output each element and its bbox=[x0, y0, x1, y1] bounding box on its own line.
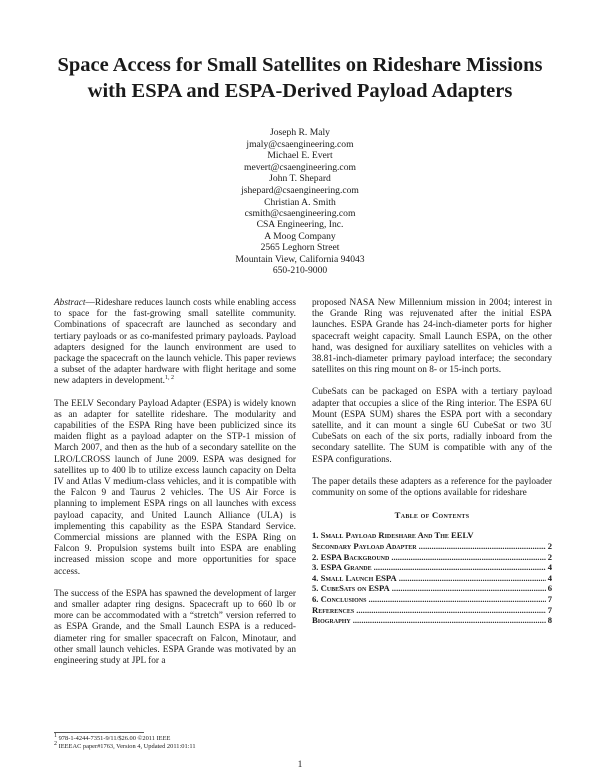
body-paragraph: proposed NASA New Millennium mission in 2004; interest in the Grande Ring was rejuvenated after the initial ESPA launches. ESPA Grande has 24-inch-diameter ports for higher spacecraft weight capacity. Small Launch ESPA, on the other hand, was designed for auxiliary satellites on vehicles with a 38.81-inch-diameter primary payload interface; the secondary satellites on this ring mount on 8- or 15-inch ports. bbox=[312, 298, 552, 376]
affiliation-phone: 650-210-9000 bbox=[272, 265, 328, 277]
toc-entry-title: 4. Small Launch ESPA bbox=[312, 572, 397, 583]
toc-entry-title: Biography bbox=[312, 615, 351, 626]
toc-heading-text: Table of Contents bbox=[394, 510, 470, 521]
toc-entry-page: 8 bbox=[547, 615, 552, 626]
toc-entry-title: 6. Conclusions bbox=[312, 594, 367, 605]
paper-title bbox=[40, 52, 560, 104]
toc-entry[interactable] bbox=[312, 594, 552, 605]
author-name: Joseph R. Maly bbox=[270, 127, 330, 138]
toc-leader bbox=[353, 615, 546, 626]
footnote-mark: 2 bbox=[54, 740, 57, 747]
author-name: Michael E. Evert bbox=[267, 150, 333, 162]
toc-entry-title: References bbox=[312, 604, 355, 615]
toc-entry-page: 7 bbox=[547, 594, 552, 605]
page-number: 1 bbox=[297, 760, 303, 770]
toc-entry-page: 7 bbox=[547, 604, 552, 615]
toc-entry[interactable] bbox=[312, 573, 552, 584]
footnote-rule bbox=[54, 732, 144, 733]
author-email[interactable]: jshepard@csaengineering.com bbox=[241, 184, 359, 196]
author-email[interactable]: mevert@csaengineering.com bbox=[244, 161, 356, 173]
affiliation-street: 2565 Leghorn Street bbox=[260, 242, 340, 254]
footnote-text: 978-1-4244-7351-9/11/$26.00 ©2011 IEEE bbox=[58, 735, 171, 742]
author-name: John T. Shepard bbox=[269, 173, 331, 185]
toc-entry[interactable] bbox=[312, 562, 552, 573]
toc-leader bbox=[391, 552, 545, 563]
abstract-text: —Rideshare reduces launch costs while enabling access to space for the fast-growing small satellite community. Combinations of spacecraft are launched as secondary and tertiary payloads or as co-manifested primary payloads. Payload adapters designed for the launch environment are used to package the spacecraft on the launch vehicle. This paper reviews a subset of the adapter hardware with flight heritage and some new adapters in development. bbox=[54, 298, 296, 387]
author-email[interactable]: jmaly@csaengineering.com bbox=[246, 138, 354, 150]
abstract-paragraph bbox=[54, 298, 296, 388]
title-line-2: with ESPA and ESPA-Derived Payload Adapters bbox=[87, 80, 513, 102]
title-line-1: Space Access for Small Satellites on Rideshare Missions bbox=[57, 54, 543, 76]
toc-entry-page: 2 bbox=[547, 551, 552, 562]
footnote-mark: 1 bbox=[54, 732, 57, 739]
toc-entry[interactable] bbox=[312, 605, 552, 616]
abstract-footnote-mark: 1, 2 bbox=[165, 375, 175, 382]
affiliation-city: Mountain View, California 94043 bbox=[235, 253, 365, 265]
table-of-contents bbox=[312, 510, 552, 626]
toc-entry-page: 2 bbox=[547, 541, 552, 552]
toc-entry-title: Secondary Payload Adapter bbox=[312, 541, 417, 552]
toc-leader bbox=[368, 594, 545, 605]
toc-leader bbox=[374, 562, 546, 573]
author-name: Christian A. Smith bbox=[264, 196, 336, 208]
footnotes bbox=[54, 732, 354, 750]
affiliation-block bbox=[150, 219, 450, 277]
toc-entry[interactable] bbox=[312, 615, 552, 626]
toc-leader bbox=[392, 583, 546, 594]
toc-entry[interactable] bbox=[312, 583, 552, 594]
toc-leader bbox=[356, 605, 545, 616]
abstract-label: Abstract bbox=[54, 298, 86, 308]
toc-entry-title: 3. ESPA Grande bbox=[312, 562, 372, 573]
toc-entry-title: 2. ESPA Background bbox=[312, 551, 390, 562]
toc-leader bbox=[399, 573, 546, 584]
author-block bbox=[150, 127, 450, 220]
toc-entry-title: 1. Small Payload Rideshare And The EELV bbox=[312, 530, 474, 541]
author-email[interactable]: csmith@csaengineering.com bbox=[244, 208, 356, 220]
toc-entry-title: 5. CubeSats on ESPA bbox=[312, 583, 390, 594]
toc-entry-page: 6 bbox=[547, 583, 552, 594]
footnote-text: IEEEAC paper#1763, Version 4, Updated 2011:01:11 bbox=[58, 742, 196, 750]
toc-heading bbox=[312, 510, 552, 521]
footnote bbox=[54, 732, 354, 743]
toc-entry[interactable] bbox=[312, 530, 552, 541]
body-paragraph: CubeSats can be packaged on ESPA with a tertiary payload adapter that occupies a slice of the Ring interior. The ESPA 6U Mount (ESPA SUM) shares the ESPA port with a secondary satellite, and it can mount a single 6U CubeSat or two 3U CubeSats on each of the six ports, radially inboard from the secondary satellite. The SUM is compatible with any of the ESPA configurations. bbox=[312, 387, 552, 465]
left-column bbox=[54, 298, 296, 678]
toc-entry-page: 4 bbox=[547, 562, 552, 573]
footnote bbox=[54, 740, 354, 751]
affiliation-company: CSA Engineering, Inc. bbox=[256, 219, 344, 230]
toc-entry[interactable] bbox=[312, 552, 552, 563]
right-column bbox=[312, 298, 552, 626]
toc-entry[interactable] bbox=[312, 541, 552, 552]
body-paragraph: The EELV Secondary Payload Adapter (ESPA) is widely known as an adapter for satellite rideshare. The modularity and capabilities of the ESPA Ring have been publicized since its maiden flight as a payload adapter on the STP-1 mission of March 2007, and then as the hub of a secondary satellite on the LRO/LCROSS launch of June 2009. ESPA was designed for satellites up to 400 lb to utilize excess launch capacity on Delta IV and Atlas V medium-class vehicles, and it is compatible with the Falcon 9 and Taurus 2 vehicles. The US Air Force is planning to implement ESPA rings on all launches with excess payload capacity, and United Launch Alliance (ULA) is implementing this capability as the ESPA Standard Service. Commercial missions are planned with the ESPA Ring on Falcon 9. Propulsion systems built into ESPA are enabling increased mission scope and more opportunities for space access. bbox=[54, 398, 296, 577]
toc-entry-page: 4 bbox=[547, 572, 552, 583]
body-paragraph: The success of the ESPA has spawned the development of larger and smaller adapter ring designs. Spacecraft up to 660 lb or more can be accommodated with a “stretch” version referred to as ESPA Grande, and the Small Launch ESPA is a reduced-diameter ring for smaller spacecraft on Falcon, Minotaur, and other small launch vehicles. ESPA Grande was motivated by an engineering study at JPL for a bbox=[54, 588, 296, 667]
affiliation-parent: A Moog Company bbox=[264, 230, 336, 242]
body-paragraph: The paper details these adapters as a reference for the payloader community on some of the options available for rideshare bbox=[312, 476, 552, 499]
toc-leader bbox=[419, 541, 546, 552]
